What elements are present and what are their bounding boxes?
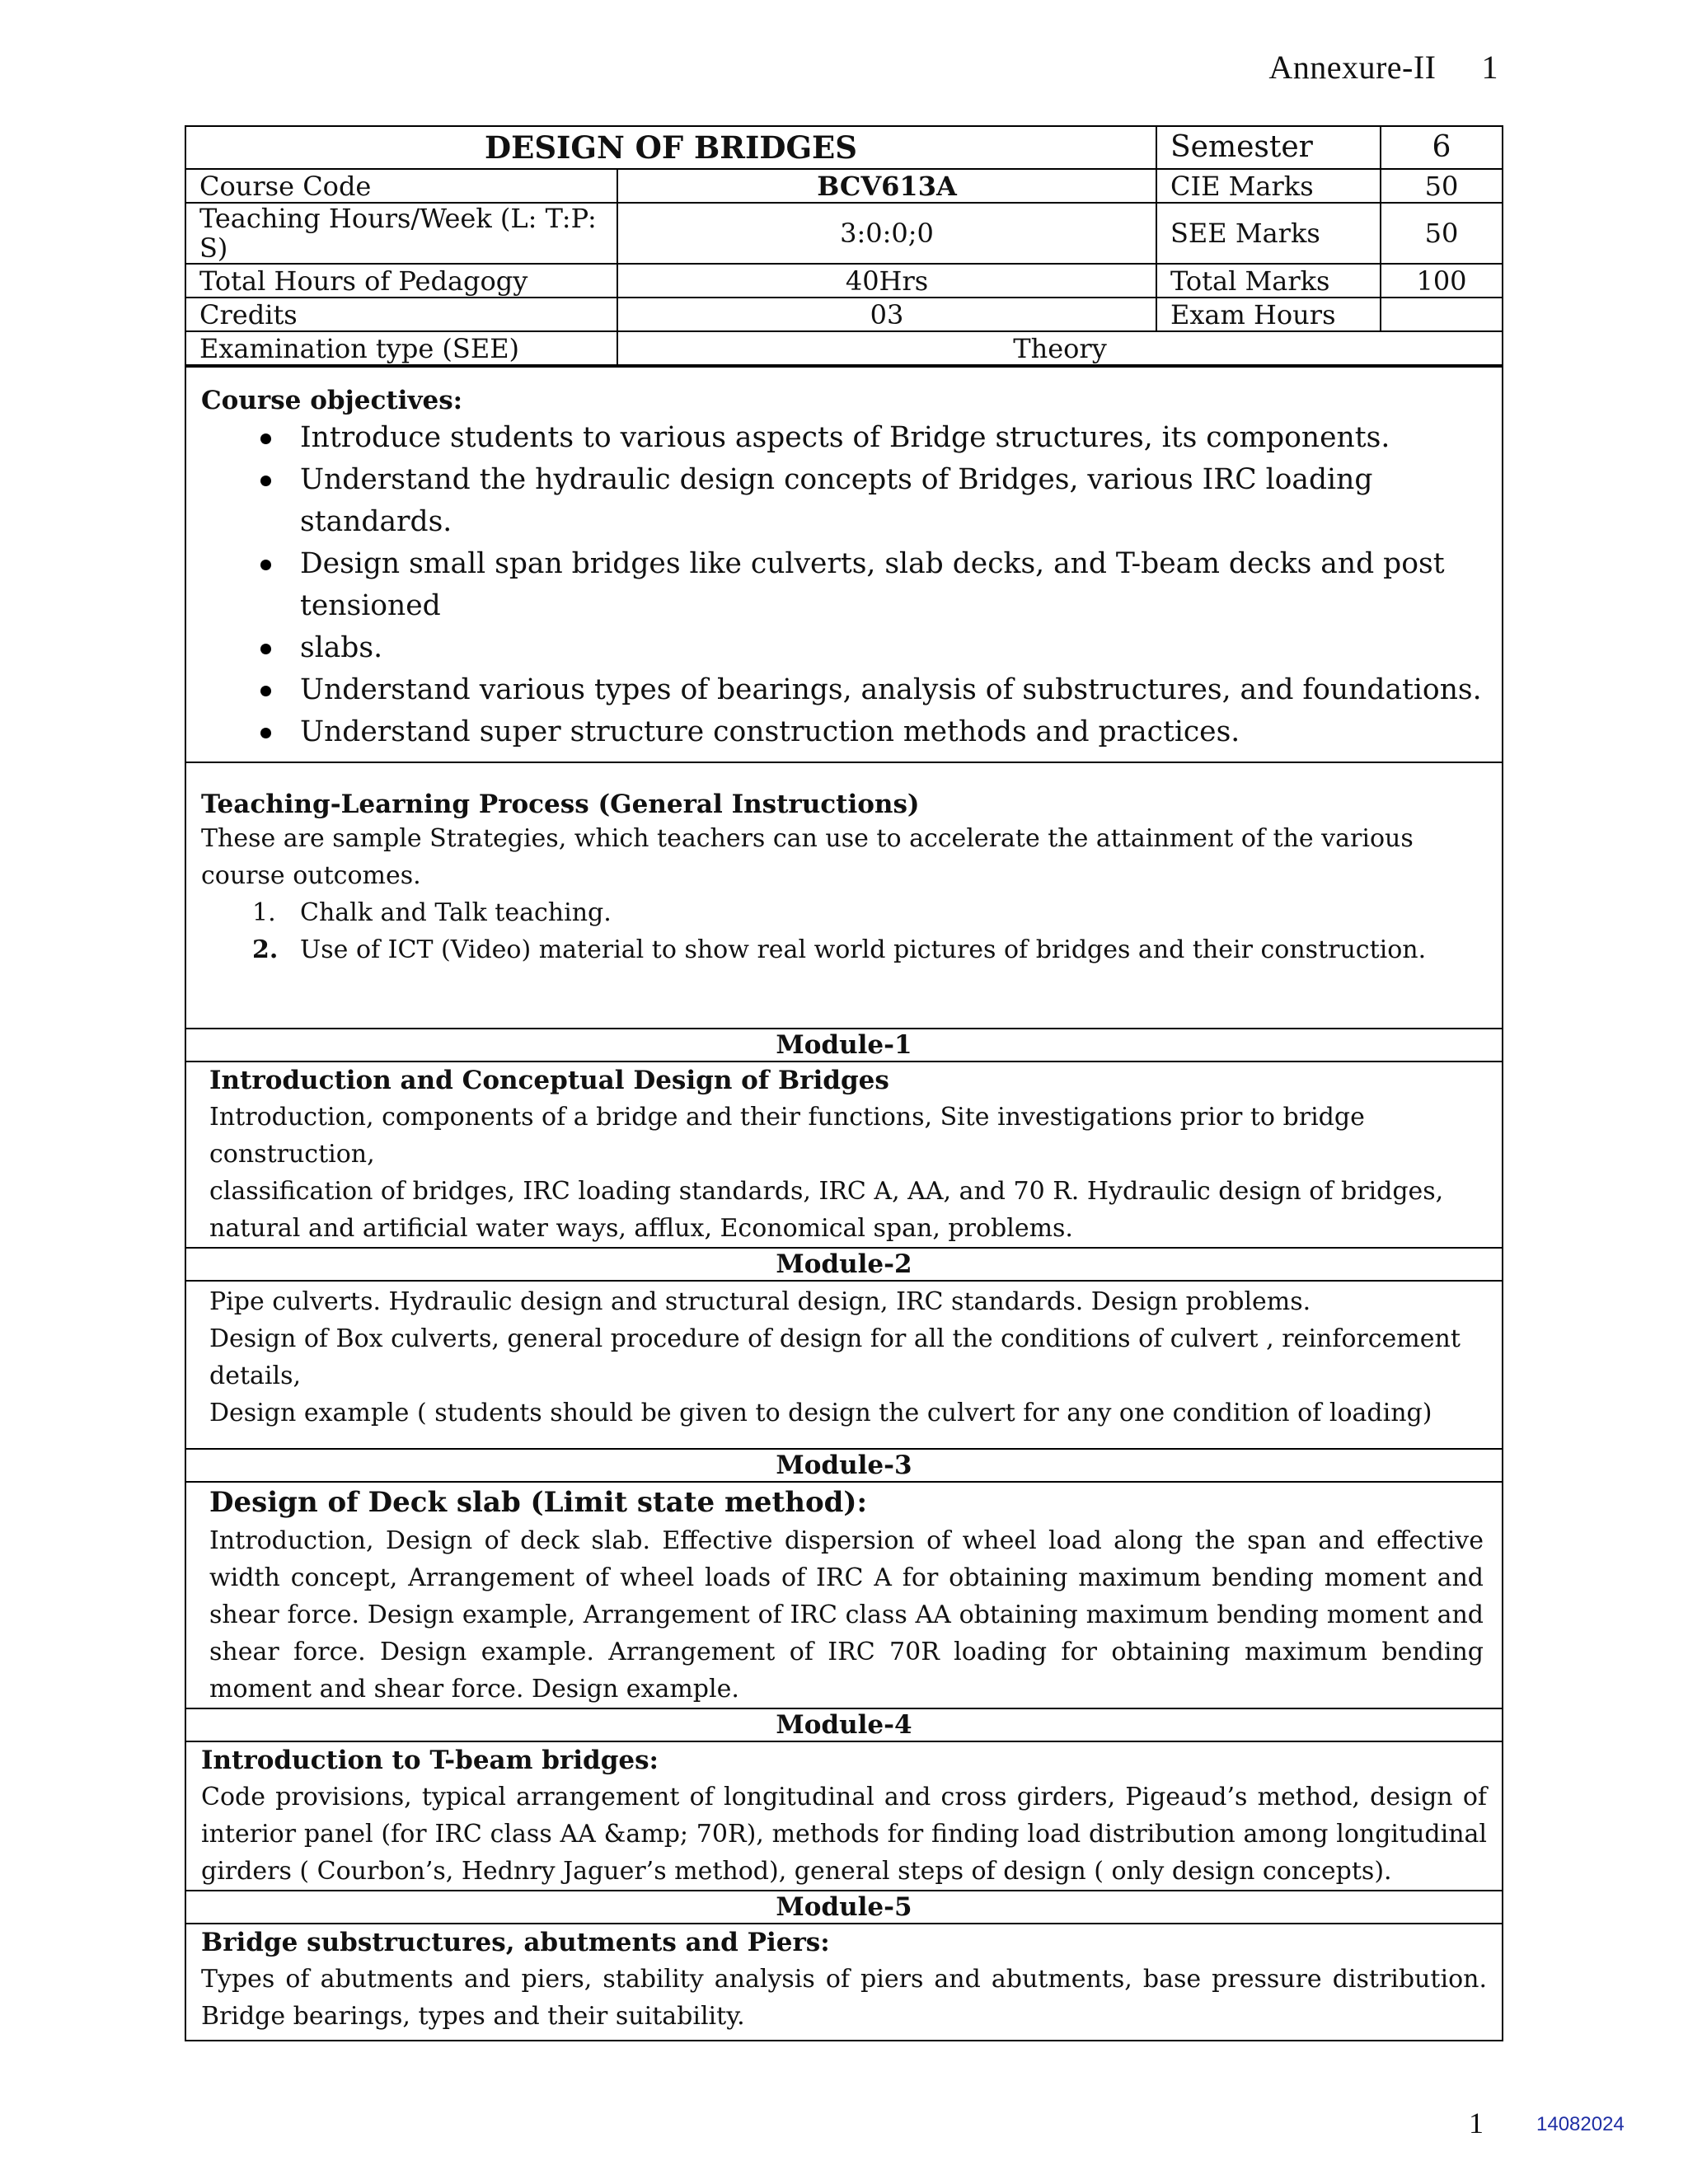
course-code-value: BCV613A xyxy=(617,169,1156,203)
list-number: 1. xyxy=(252,898,276,927)
module-heading: Module-3 xyxy=(186,1448,1502,1483)
teaching-learning-section xyxy=(186,762,1502,1028)
module-line: Pipe culverts. Hydraulic design and structural design, IRC standards. Design problems. xyxy=(209,1287,1311,1316)
exam-type-value: Theory xyxy=(617,331,1502,365)
row-value: 40Hrs xyxy=(617,264,1156,298)
module-body xyxy=(186,1483,1502,1708)
table-row xyxy=(186,169,1502,203)
footer-page-number: 1 xyxy=(1469,2107,1484,2139)
module-body xyxy=(186,1282,1502,1448)
module-2 xyxy=(186,1247,1502,1448)
row-right-label: Exam Hours xyxy=(1156,298,1381,331)
module-1 xyxy=(186,1028,1502,1247)
bullet-icon xyxy=(260,644,271,654)
module-heading: Module-1 xyxy=(186,1028,1502,1062)
module-title: Bridge substructures, abutments and Piers: xyxy=(201,1928,830,1957)
list-item: 2. Use of ICT (Video) material to show real world pictures of bridges and their construction. xyxy=(201,931,1487,968)
module-line: Design example ( students should be given to design the culvert for any one condition of loading) xyxy=(209,1399,1432,1427)
module-line: Design of Box culverts, general procedure of design for all the conditions of culvert , reinforcement details, xyxy=(209,1324,1461,1390)
list-item: slabs. xyxy=(201,627,1487,669)
table-row xyxy=(186,264,1502,298)
module-title: Introduction to T-beam bridges: xyxy=(201,1746,659,1775)
semester-value: 6 xyxy=(1381,127,1502,169)
teaching-title: Teaching-Learning Process (General Instructions) xyxy=(201,790,920,819)
module-body xyxy=(186,1062,1502,1247)
list-item: Design small span bridges like culverts, slab decks, and T-beam decks and post tensioned xyxy=(201,543,1487,627)
module-text: Types of abutments and piers, stability analysis of piers and abutments, base pressure distribution. Bridge bearings, types and their suitability. xyxy=(201,1965,1487,2031)
row-right-value xyxy=(1381,298,1502,331)
table-row xyxy=(186,298,1502,331)
module-3 xyxy=(186,1448,1502,1708)
row-right-value: 50 xyxy=(1381,203,1502,264)
bullet-icon xyxy=(260,434,271,444)
module-line: Introduction, components of a bridge and their functions, Site investigations prior to bridge construction, xyxy=(209,1103,1365,1169)
row-right-label: Total Marks xyxy=(1156,264,1381,298)
objectives-title: Course objectives: xyxy=(201,386,463,415)
row-label: Course Code xyxy=(186,169,617,203)
row-right-label: SEE Marks xyxy=(1156,203,1381,264)
module-heading: Module-5 xyxy=(186,1890,1502,1924)
list-number: 2. xyxy=(252,935,279,964)
list-item: 1. Chalk and Talk teaching. xyxy=(201,894,1487,931)
exam-type-label: Examination type (SEE) xyxy=(186,331,617,365)
course-info-table xyxy=(186,127,1502,366)
teaching-list xyxy=(201,894,1487,1028)
module-line: natural and artificial water ways, afflux, Economical span, problems. xyxy=(209,1214,1073,1243)
module-body xyxy=(186,1742,1502,1890)
row-right-value: 50 xyxy=(1381,169,1502,203)
module-heading: Module-4 xyxy=(186,1708,1502,1742)
bullet-icon xyxy=(260,560,271,570)
header-page-number: 1 xyxy=(1481,49,1498,86)
module-5 xyxy=(186,1890,1502,2040)
module-text: Code provisions, typical arrangement of longitudinal and cross girders, Pigeaud’s method, design of interior panel (for IRC class AA &amp; 70R), methods for finding load distribution among longitudinal girders ( Courbon’s, Hednry Jaguer’s method), general steps of design ( only design concepts). xyxy=(201,1783,1487,1886)
objectives-list xyxy=(201,417,1487,753)
table-row xyxy=(186,331,1502,365)
bullet-icon xyxy=(260,686,271,696)
semester-label: Semester xyxy=(1156,127,1381,169)
bullet-icon xyxy=(260,728,271,738)
teaching-intro: These are sample Strategies, which teachers can use to accelerate the attainment of the various course outcomes. xyxy=(201,824,1414,890)
annexure-label: Annexure-II xyxy=(1268,49,1437,86)
footer-document-code: 14082024 xyxy=(1536,2113,1625,2135)
row-right-value: 100 xyxy=(1381,264,1502,298)
course-objectives-section xyxy=(186,366,1502,753)
module-line: classification of bridges, IRC loading standards, IRC A, AA, and 70 R. Hydraulic design of bridges, xyxy=(209,1177,1444,1206)
syllabus-sheet xyxy=(185,125,1503,2041)
course-title-row xyxy=(186,127,1502,169)
module-text: Introduction, Design of deck slab. Effective dispersion of wheel load along the span and effective width concept, Arrangement of wheel loads of IRC A for obtaining maximum bending moment and shear force. Design example, Arrangement of IRC class AA obtaining maximum bending moment and shear force. Design example. Arrangement of IRC 70R loading for obtaining maximum bending moment and shear force. Design example. xyxy=(209,1526,1484,1704)
bullet-icon xyxy=(260,476,271,486)
list-item: Understand various types of bearings, analysis of substructures, and foundations. xyxy=(201,669,1487,711)
list-item: Understand the hydraulic design concepts of Bridges, various IRC loading standards. xyxy=(201,459,1487,543)
module-body xyxy=(186,1924,1502,2040)
module-4 xyxy=(186,1708,1502,1890)
row-right-label: CIE Marks xyxy=(1156,169,1381,203)
row-label: Teaching Hours/Week (L: T:P: S) xyxy=(186,203,617,264)
row-value: 3:0:0;0 xyxy=(617,203,1156,264)
table-row xyxy=(186,203,1502,264)
page-header xyxy=(1268,48,1498,87)
list-item: Understand super structure construction methods and practices. xyxy=(201,711,1487,753)
module-title: Design of Deck slab (Limit state method): xyxy=(209,1486,868,1519)
row-label: Credits xyxy=(186,298,617,331)
course-title: DESIGN OF BRIDGES xyxy=(186,127,1156,169)
list-item: Introduce students to various aspects of Bridge structures, its components. xyxy=(201,417,1487,459)
module-heading: Module-2 xyxy=(186,1247,1502,1282)
row-value: 03 xyxy=(617,298,1156,331)
row-label: Total Hours of Pedagogy xyxy=(186,264,617,298)
module-title: Introduction and Conceptual Design of Bridges xyxy=(209,1066,889,1095)
